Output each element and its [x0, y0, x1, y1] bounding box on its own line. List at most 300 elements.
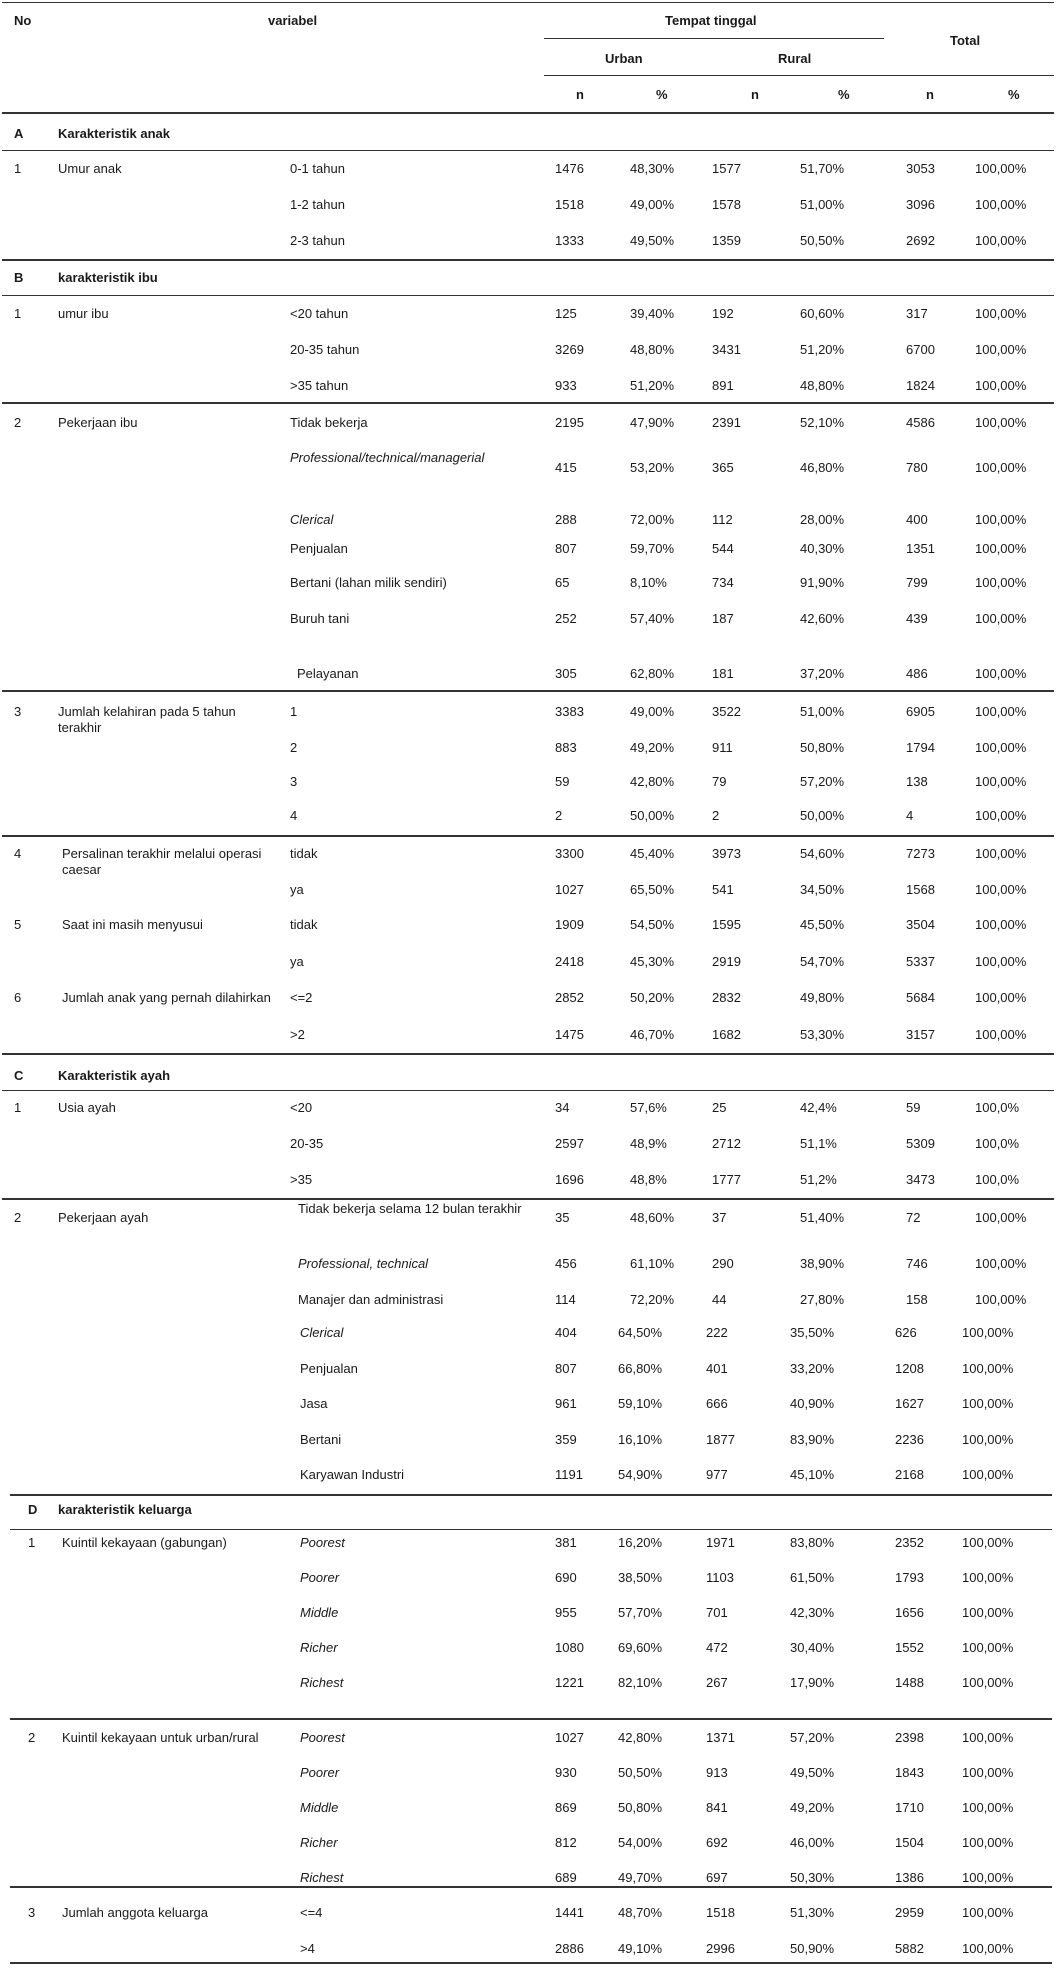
total-pct: 100,00%	[962, 1640, 1014, 1655]
urban-n: 1080	[555, 1640, 584, 1655]
rural-n: 290	[712, 1256, 734, 1271]
urban-n: 288	[555, 512, 577, 527]
category-label: <=2	[290, 990, 313, 1005]
rural-n: 666	[706, 1396, 728, 1411]
category-label: Poorer	[300, 1570, 340, 1585]
category-label: Penjualan	[290, 541, 348, 556]
category-label: Poorest	[300, 1535, 345, 1550]
total-pct: 100,00%	[962, 1905, 1014, 1920]
total-n: 1552	[895, 1640, 924, 1655]
total-pct: 100,00%	[962, 1800, 1014, 1815]
rural-pct: 38,90%	[800, 1256, 845, 1271]
urban-n: 933	[555, 378, 577, 393]
total-n: 5882	[895, 1941, 924, 1956]
variable-number: 1	[14, 306, 22, 321]
header-bottom-rule	[2, 112, 1054, 114]
category-label: Bertani	[300, 1432, 342, 1447]
variable-name: Kuintil kekayaan (gabungan)	[62, 1535, 227, 1550]
total-pct: 100,00%	[975, 1210, 1027, 1225]
total-n: 7273	[906, 846, 935, 861]
total-n: 317	[906, 306, 928, 321]
total-pct: 100,00%	[975, 233, 1027, 248]
header-rural: Rural	[778, 51, 812, 66]
section-title: karakteristik keluarga	[58, 1502, 192, 1517]
rural-pct: 40,30%	[800, 541, 845, 556]
rural-n: 365	[712, 460, 734, 475]
rural-pct: 83,90%	[790, 1432, 835, 1447]
row-rule	[10, 1962, 1052, 1964]
total-pct: 100,00%	[962, 1361, 1014, 1376]
rural-n: 701	[706, 1605, 728, 1620]
category-label: 1-2 tahun	[290, 197, 345, 212]
variable-name: Jumlah kelahiran pada 5 tahun terakhir	[58, 704, 236, 735]
category-label: Manajer dan administrasi	[298, 1292, 444, 1307]
rural-pct: 49,20%	[790, 1800, 835, 1815]
total-n: 1488	[895, 1675, 924, 1690]
category-label: ya	[290, 954, 304, 969]
row-rule	[2, 295, 1054, 296]
rural-n: 44	[712, 1292, 727, 1307]
urban-n: 415	[555, 460, 577, 475]
urban-pct: 57,40%	[630, 611, 675, 626]
header-rural-pct: %	[838, 87, 850, 102]
row-rule	[10, 1529, 1052, 1530]
rural-n: 841	[706, 1800, 728, 1815]
rural-n: 1518	[706, 1905, 735, 1920]
section-code: A	[14, 126, 24, 141]
category-label: <=4	[300, 1905, 323, 1920]
rural-n: 25	[712, 1100, 727, 1115]
total-n: 746	[906, 1256, 928, 1271]
header-total-pct: %	[1008, 87, 1020, 102]
rural-n: 1971	[706, 1535, 735, 1550]
section-code: D	[28, 1502, 38, 1517]
variable-number: 3	[14, 704, 22, 719]
total-pct: 100,00%	[962, 1941, 1014, 1956]
rural-n: 977	[706, 1467, 728, 1482]
total-n: 400	[906, 512, 928, 527]
total-n: 780	[906, 460, 928, 475]
variable-number: 5	[14, 917, 22, 932]
total-pct: 100,0%	[975, 1136, 1020, 1151]
header-sub-rule	[544, 75, 1054, 76]
category-label: 20-35	[290, 1136, 324, 1151]
category-label: 20-35 tahun	[290, 342, 360, 357]
row-rule	[2, 259, 1054, 261]
rural-pct: 40,90%	[790, 1396, 835, 1411]
urban-n: 2597	[555, 1136, 584, 1151]
variable-number: 2	[14, 1210, 22, 1225]
category-label: 4	[290, 808, 298, 823]
rural-pct: 51,30%	[790, 1905, 835, 1920]
rural-n: 1682	[712, 1027, 741, 1042]
total-n: 1794	[906, 740, 935, 755]
rural-n: 1777	[712, 1172, 741, 1187]
rural-pct: 51,70%	[800, 161, 845, 176]
urban-pct: 54,00%	[618, 1835, 663, 1850]
header-urban-pct: %	[656, 87, 668, 102]
total-pct: 100,00%	[975, 161, 1027, 176]
row-rule	[2, 402, 1054, 404]
rural-n: 2832	[712, 990, 741, 1005]
rural-pct: 91,90%	[800, 575, 845, 590]
category-label: Penjualan	[300, 1361, 358, 1376]
rural-n: 79	[712, 774, 727, 789]
urban-pct: 65,50%	[630, 882, 675, 897]
total-n: 2959	[895, 1905, 924, 1920]
urban-n: 2418	[555, 954, 584, 969]
rural-pct: 42,60%	[800, 611, 845, 626]
row-rule	[10, 1886, 1052, 1888]
rural-pct: 60,60%	[800, 306, 845, 321]
variable-number: 2	[14, 415, 22, 430]
urban-n: 2	[555, 808, 563, 823]
header-total-n: n	[926, 87, 934, 102]
total-pct: 100,00%	[975, 512, 1027, 527]
category-label: <20	[290, 1100, 313, 1115]
total-pct: 100,00%	[962, 1535, 1014, 1550]
total-n: 1504	[895, 1835, 924, 1850]
category-label: Clerical	[290, 512, 334, 527]
category-label: Karyawan Industri	[300, 1467, 405, 1482]
urban-n: 690	[555, 1570, 577, 1585]
rural-n: 734	[712, 575, 734, 590]
urban-n: 1909	[555, 917, 584, 932]
rural-n: 1371	[706, 1730, 735, 1745]
category-label: Middle	[300, 1605, 339, 1620]
urban-n: 883	[555, 740, 577, 755]
total-n: 1824	[906, 378, 935, 393]
urban-n: 3300	[555, 846, 584, 861]
urban-n: 1027	[555, 1730, 584, 1745]
rural-n: 2919	[712, 954, 741, 969]
rural-pct: 51,20%	[800, 342, 845, 357]
rural-n: 2391	[712, 415, 741, 430]
total-n: 5684	[906, 990, 935, 1005]
urban-pct: 49,00%	[630, 704, 675, 719]
rural-pct: 50,00%	[800, 808, 845, 823]
urban-pct: 42,80%	[618, 1730, 663, 1745]
category-label: 1	[290, 704, 298, 719]
category-label: 2-3 tahun	[290, 233, 345, 248]
category-label: Buruh tani	[290, 611, 350, 626]
urban-pct: 64,50%	[618, 1325, 663, 1340]
rural-pct: 28,00%	[800, 512, 845, 527]
total-n: 1386	[895, 1870, 924, 1885]
urban-pct: 61,10%	[630, 1256, 675, 1271]
total-pct: 100,00%	[975, 1027, 1027, 1042]
total-pct: 100,00%	[975, 954, 1027, 969]
urban-n: 305	[555, 666, 577, 681]
urban-pct: 62,80%	[630, 666, 675, 681]
variable-name: Pekerjaan ayah	[58, 1210, 149, 1225]
urban-pct: 57,6%	[630, 1100, 667, 1115]
rural-n: 401	[706, 1361, 728, 1376]
total-pct: 100,00%	[975, 774, 1027, 789]
variable-name: umur ibu	[58, 306, 109, 321]
rural-pct: 17,90%	[790, 1675, 835, 1690]
rural-pct: 37,20%	[800, 666, 845, 681]
total-pct: 100,00%	[962, 1396, 1014, 1411]
rural-n: 911	[712, 740, 733, 755]
urban-n: 1518	[555, 197, 584, 212]
row-rule	[2, 1198, 1054, 1200]
total-pct: 100,00%	[962, 1605, 1014, 1620]
total-n: 2168	[895, 1467, 924, 1482]
row-rule	[2, 835, 1054, 837]
total-n: 6700	[906, 342, 935, 357]
category-label: tidak	[290, 846, 318, 861]
total-n: 138	[906, 774, 928, 789]
total-pct: 100,00%	[975, 460, 1027, 475]
total-pct: 100,00%	[975, 306, 1027, 321]
category-label: >35	[290, 1172, 313, 1187]
total-pct: 100,00%	[975, 342, 1027, 357]
row-rule	[10, 1494, 1052, 1496]
total-n: 1710	[895, 1800, 924, 1815]
urban-n: 359	[555, 1432, 577, 1447]
total-n: 2352	[895, 1535, 924, 1550]
category-label: Tidak bekerja	[290, 415, 368, 430]
total-pct: 100,00%	[962, 1467, 1014, 1482]
total-pct: 100,00%	[962, 1675, 1014, 1690]
category-label: 2	[290, 740, 298, 755]
rural-pct: 50,90%	[790, 1941, 835, 1956]
category-label: Professional/technical/managerial	[290, 450, 485, 465]
category-label: Tidak bekerja selama 12 bulan terakhir	[298, 1201, 522, 1216]
rural-pct: 30,40%	[790, 1640, 835, 1655]
urban-pct: 50,00%	[630, 808, 675, 823]
section-title: Karakteristik anak	[58, 126, 171, 141]
section-title: karakteristik ibu	[58, 270, 158, 285]
category-label: Richer	[300, 1640, 338, 1655]
total-n: 439	[906, 611, 928, 626]
category-label: Professional, technical	[298, 1256, 429, 1271]
urban-n: 1221	[555, 1675, 584, 1690]
rural-pct: 42,30%	[790, 1605, 835, 1620]
total-pct: 100,00%	[975, 1256, 1027, 1271]
rural-n: 2996	[706, 1941, 735, 1956]
rural-n: 697	[706, 1870, 728, 1885]
variable-name: Jumlah anggota keluarga	[62, 1905, 208, 1920]
variable-number: 1	[14, 1100, 22, 1115]
urban-n: 1475	[555, 1027, 584, 1042]
total-n: 1656	[895, 1605, 924, 1620]
rural-pct: 51,1%	[800, 1136, 837, 1151]
rural-pct: 54,60%	[800, 846, 845, 861]
rural-n: 37	[712, 1210, 727, 1225]
total-pct: 100,00%	[962, 1870, 1014, 1885]
category-label: 0-1 tahun	[290, 161, 345, 176]
urban-pct: 72,00%	[630, 512, 675, 527]
urban-pct: 45,40%	[630, 846, 675, 861]
rural-pct: 53,30%	[800, 1027, 845, 1042]
total-pct: 100,00%	[975, 740, 1027, 755]
header-group-rule	[544, 38, 884, 39]
total-n: 799	[906, 575, 928, 590]
urban-pct: 47,90%	[630, 415, 675, 430]
urban-pct: 57,70%	[618, 1605, 663, 1620]
total-pct: 100,0%	[975, 1172, 1020, 1187]
category-label: tidak	[290, 917, 318, 932]
rural-n: 472	[706, 1640, 728, 1655]
urban-n: 1441	[555, 1905, 584, 1920]
urban-pct: 38,50%	[618, 1570, 663, 1585]
urban-pct: 46,70%	[630, 1027, 675, 1042]
category-label: >2	[290, 1027, 305, 1042]
rural-n: 1578	[712, 197, 741, 212]
rural-n: 1595	[712, 917, 741, 932]
category-label: Poorest	[300, 1730, 345, 1745]
urban-n: 930	[555, 1765, 577, 1780]
header-rural-n: n	[751, 87, 759, 102]
urban-n: 3383	[555, 704, 584, 719]
category-label: Richer	[300, 1835, 338, 1850]
urban-pct: 42,80%	[630, 774, 675, 789]
urban-n: 807	[555, 541, 577, 556]
urban-n: 125	[555, 306, 577, 321]
urban-pct: 48,30%	[630, 161, 675, 176]
total-n: 1627	[895, 1396, 924, 1411]
rural-n: 913	[706, 1765, 728, 1780]
urban-pct: 50,80%	[618, 1800, 663, 1815]
total-pct: 100,00%	[962, 1432, 1014, 1447]
total-n: 626	[895, 1325, 917, 1340]
total-pct: 100,00%	[975, 1292, 1027, 1307]
category-label: Richest	[300, 1870, 344, 1885]
category-label: Pelayanan	[297, 666, 359, 681]
total-n: 6905	[906, 704, 935, 719]
total-n: 3473	[906, 1172, 935, 1187]
total-n: 3157	[906, 1027, 935, 1042]
urban-n: 34	[555, 1100, 570, 1115]
header-no: No	[14, 13, 32, 28]
total-n: 2398	[895, 1730, 924, 1745]
variable-number: 1	[28, 1535, 36, 1550]
total-pct: 100,00%	[962, 1765, 1014, 1780]
urban-n: 1333	[555, 233, 584, 248]
category-label: Middle	[300, 1800, 339, 1815]
total-n: 1351	[906, 541, 935, 556]
rural-pct: 51,00%	[800, 704, 845, 719]
urban-pct: 16,20%	[618, 1535, 663, 1550]
urban-pct: 49,50%	[630, 233, 675, 248]
urban-n: 1191	[555, 1467, 583, 1482]
total-pct: 100,00%	[962, 1325, 1014, 1340]
total-n: 1568	[906, 882, 935, 897]
total-n: 3053	[906, 161, 935, 176]
urban-pct: 82,10%	[618, 1675, 663, 1690]
rural-pct: 46,80%	[800, 460, 845, 475]
urban-pct: 45,30%	[630, 954, 675, 969]
total-n: 158	[906, 1292, 928, 1307]
urban-pct: 50,20%	[630, 990, 675, 1005]
total-pct: 100,00%	[962, 1570, 1014, 1585]
rural-n: 1877	[706, 1432, 735, 1447]
urban-pct: 59,10%	[618, 1396, 663, 1411]
total-n: 3096	[906, 197, 935, 212]
rural-n: 544	[712, 541, 734, 556]
total-pct: 100,00%	[975, 611, 1027, 626]
urban-pct: 66,80%	[618, 1361, 663, 1376]
variable-name: Persalinan terakhir melalui operasi caesar	[62, 846, 262, 877]
variable-number: 2	[28, 1730, 36, 1745]
rural-pct: 45,50%	[800, 917, 845, 932]
rural-n: 2712	[712, 1136, 741, 1151]
category-label: Bertani (lahan milik sendiri)	[290, 575, 447, 590]
total-pct: 100,00%	[975, 846, 1027, 861]
rural-pct: 51,2%	[800, 1172, 837, 1187]
variable-number: 6	[14, 990, 22, 1005]
category-label: Richest	[300, 1675, 344, 1690]
rural-pct: 42,4%	[800, 1100, 837, 1115]
rural-pct: 34,50%	[800, 882, 845, 897]
total-n: 486	[906, 666, 928, 681]
urban-n: 114	[555, 1292, 576, 1307]
total-pct: 100,00%	[975, 666, 1027, 681]
rural-pct: 48,80%	[800, 378, 845, 393]
total-n: 2236	[895, 1432, 924, 1447]
total-n: 5309	[906, 1136, 935, 1151]
total-n: 72	[906, 1210, 921, 1225]
urban-n: 65	[555, 575, 570, 590]
row-rule	[2, 1090, 1054, 1091]
urban-pct: 72,20%	[630, 1292, 675, 1307]
header-tempat-tinggal: Tempat tinggal	[665, 13, 757, 28]
total-pct: 100,00%	[975, 704, 1027, 719]
urban-pct: 59,70%	[630, 541, 675, 556]
rural-n: 3973	[712, 846, 741, 861]
urban-n: 689	[555, 1870, 577, 1885]
row-rule	[10, 1718, 1052, 1720]
urban-n: 807	[555, 1361, 577, 1376]
category-label: <20 tahun	[290, 306, 349, 321]
urban-pct: 49,70%	[618, 1870, 663, 1885]
rural-n: 1577	[712, 161, 741, 176]
urban-n: 1027	[555, 882, 584, 897]
total-n: 1208	[895, 1361, 924, 1376]
urban-n: 961	[555, 1396, 577, 1411]
header-total: Total	[950, 33, 981, 48]
rural-pct: 83,80%	[790, 1535, 835, 1550]
urban-pct: 51,20%	[630, 378, 675, 393]
rural-pct: 54,70%	[800, 954, 845, 969]
total-n: 5337	[906, 954, 935, 969]
total-n: 59	[906, 1100, 921, 1115]
category-label: ya	[290, 882, 304, 897]
section-code: C	[14, 1068, 24, 1083]
rural-pct: 61,50%	[790, 1570, 835, 1585]
header-urban: Urban	[605, 51, 643, 66]
rural-pct: 50,30%	[790, 1870, 835, 1885]
urban-pct: 54,90%	[618, 1467, 663, 1482]
rural-pct: 50,80%	[800, 740, 845, 755]
row-rule	[2, 150, 1054, 151]
urban-n: 2852	[555, 990, 584, 1005]
urban-n: 955	[555, 1605, 577, 1620]
urban-n: 252	[555, 611, 577, 626]
rural-pct: 51,40%	[800, 1210, 845, 1225]
rural-n: 222	[706, 1325, 728, 1340]
category-label: 3	[290, 774, 298, 789]
variable-name: Usia ayah	[58, 1100, 116, 1115]
category-label: >35 tahun	[290, 378, 349, 393]
rural-pct: 50,50%	[800, 233, 845, 248]
row-rule	[2, 690, 1054, 692]
rural-n: 187	[712, 611, 734, 626]
variable-number: 3	[28, 1905, 36, 1920]
urban-pct: 69,60%	[618, 1640, 663, 1655]
